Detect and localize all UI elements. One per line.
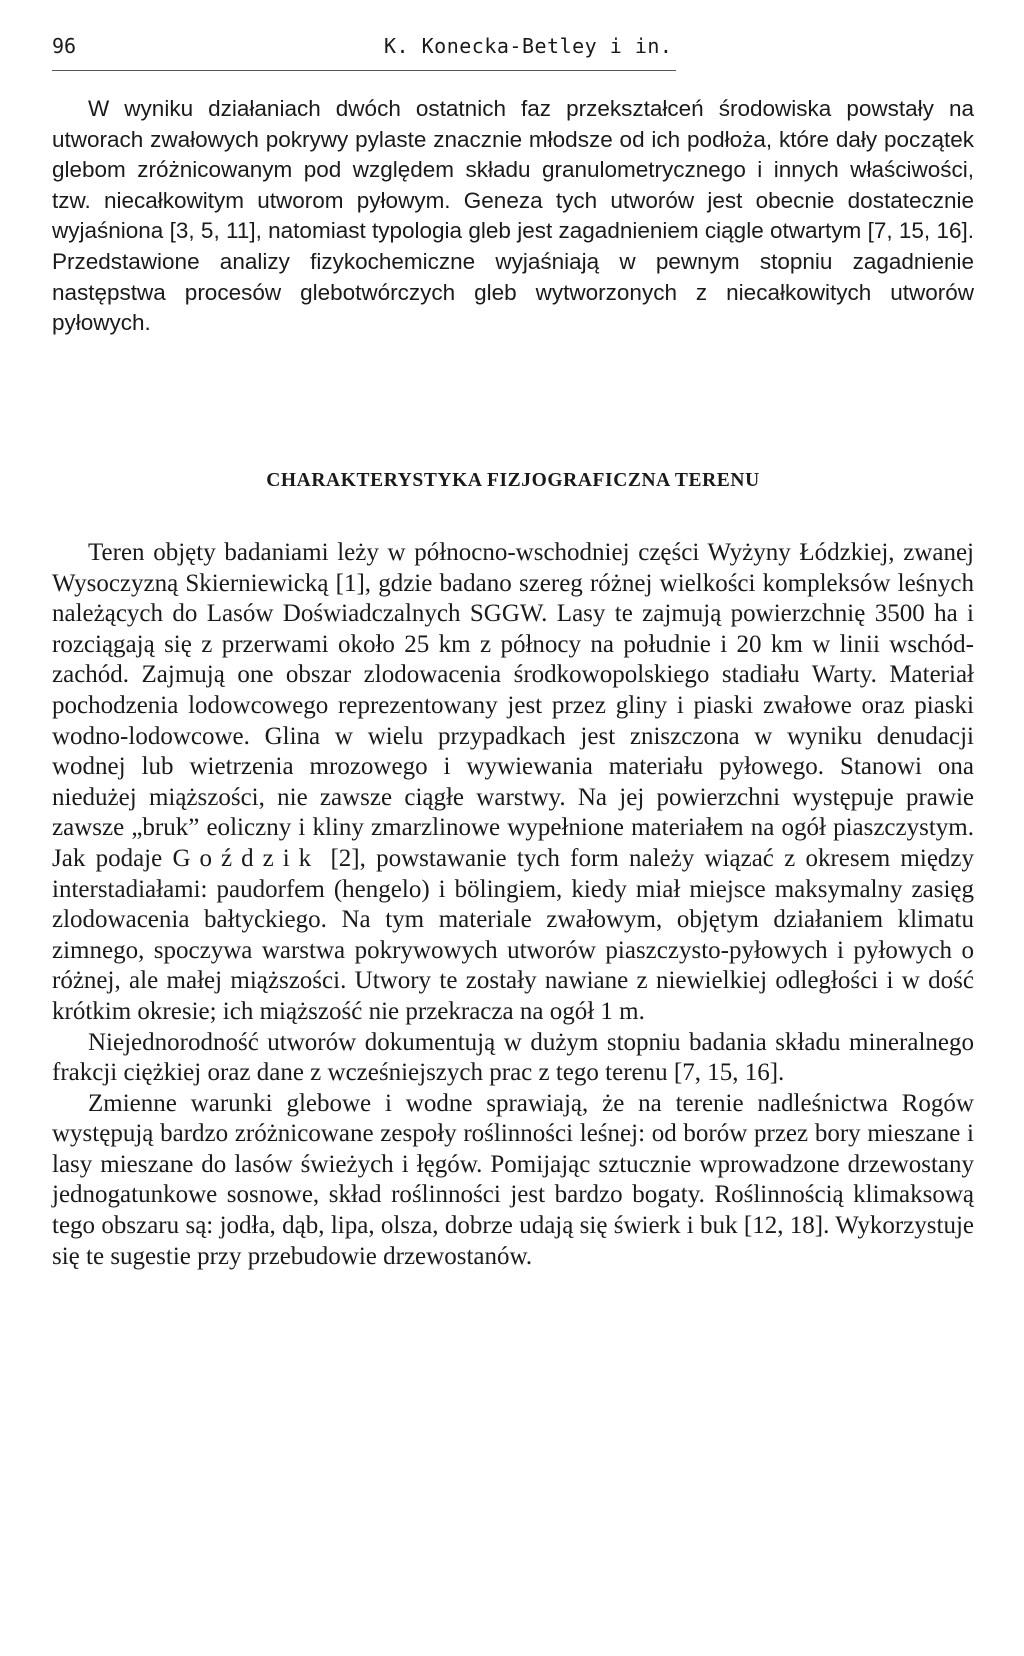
document-page (52, 30, 975, 1270)
page-number: 96 (52, 34, 77, 58)
header-rule (52, 70, 676, 71)
section-body (52, 538, 974, 1272)
paragraph-terrain-part-1: Teren objęty badaniami leży w północno-wschodniej części Wyżyny Łódzkiej, zwanej Wysoczyzną Skierniewicką [1], gdzie badano szereg różnej wielkości kompleksów leśnych należących do Lasów Doświadczalnych SGGW. Lasy te zajmują powierzchnię 3500 ha i rozciągają się z przerwami około 25 km z północy na południe i 20 km w linii wschód-zachód. Zajmują one obszar zlodowacenia środkowopolskiego stadiału Warty. Materiał pochodzenia lodowcowego reprezentowany jest przez gliny i piaski zwałowe oraz piaski wodno-lodowcowe. Glina w wielu przypadkach jest zniszczona w wyniku denudacji wodnej lub wietrzenia mrozowego i wywiewania materiału pyłowego. Stanowi ona niedużej miąższości, nie zawsze ciągłe warstwy. Na jej powierzchni występuje prawie zawsze „bruk” eoliczny i kliny zmarzlinowe wypełnione materiałem na ogół piaszczystym. Jak podaje (52, 539, 974, 872)
paragraph-intro: W wyniku działaniach dwóch ostatnich faz przekształceń środowiska powstały na utworach zwałowych pokrywy pylaste znacznie młodsze od ich podłoża, które dały początek glebom zróżnicowanym pod względem składu granulometrycznego i innych właściwości, tzw. niecałkowitym utworom pyłowym. Geneza tych utworów jest obecnie dostatecznie wyjaśniona [3, 5, 11], natomiast typologia gleb jest zagadnieniem ciągle otwartym [7, 15, 16]. Przedstawione analizy fizykochemiczne wyjaśniają w pewnym stopniu zagadnienie następstwa procesów glebotwórczych gleb wytworzonych z niecałkowitych utworów pyłowych. (52, 96, 974, 336)
paragraph-terrain-part-2: [2], powstawanie tych form należy wiązać z okresem między interstadiałami: paudorfem (hengelo) i bölingiem, kiedy miał miejsce maksymalny zasięg zlodowacenia bałtyckiego. Na tym materiale zwałowym, objętym działaniem klimatu zimnego, spoczywa warstwa pokrywowych utworów piaszczysto-pyłowych i pyłowych o różnej, ale małej miąższości. Utwory te zostały nawiane z niewielkiej odległości i w dość krótkim okresie; ich miąższość nie przekracza na ogół 1 m. (52, 844, 975, 1025)
author-name: Goździk (172, 844, 321, 872)
running-head (52, 30, 974, 62)
section-heading: CHARAKTERYSTYKA FIZJOGRAFICZNA TERENU (266, 470, 760, 491)
paragraph-heterogeneity: Niejednorodność utworów dokumentują w dużym stopniu badania składu mineralnego frakcji ciężkiej oraz dane z wcześniejszych prac z tego terenu [7, 15, 16]. (52, 1028, 974, 1087)
paragraph-terrain (52, 538, 974, 1028)
paragraph-vegetation: Zmienne warunki glebowe i wodne sprawiają, że na terenie nadleśnictwa Rogów występują bardzo zróżnicowane zespoły roślinności leśnej: od borów przez bory mieszane i lasy mieszane do lasów świeżych i łęgów. Pomijając sztucznie wprowadzone drzewostany jednogatunkowe sosnowe, skład roślinności jest bardzo bogaty. Roślinnością klimaksową tego obszaru są: jodła, dąb, lipa, olsza, dobrze udają się świerk i buk [12, 18]. Wykorzystuje się te sugestie przy przebudowie drzewostanów. (52, 1089, 974, 1270)
running-title: K. Konecka-Betley i in. (384, 34, 673, 58)
